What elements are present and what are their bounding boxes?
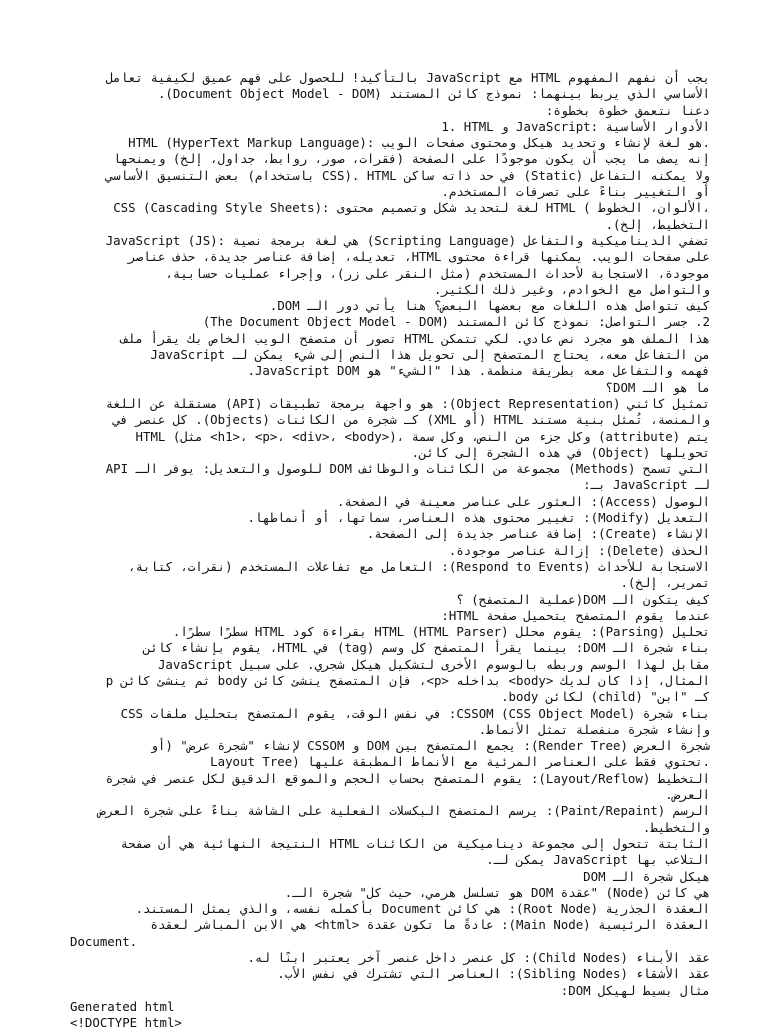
text-line: كـ "ابن" (child) لكائن body. [501,689,710,705]
text-line: العقدة الرئيسية (Main Node): عادةً ما تكون عقدة <html> هي الابن المباشر لعقدة [150,917,710,933]
text-line: شجرة العرض (Render Tree): يجمع المتصفح بين DOM و CSSOM لإنشاء "شجرة عرض" (أو [150,738,710,754]
text-line: الحذف (Delete): إزالة عناصر موجودة. [448,542,710,558]
text-line: الاستجابة للأحداث (Respond to Events): التعامل مع تفاعلات المستخدم (نقرات، كتابة، [128,558,710,574]
text-line: الثابتة تتحول إلى مجموعة ديناميكية من الكائنات HTML النتيجة النهائية هي أن صفحة [120,835,710,851]
text-line: وإنشاء شجرة منفصلة تمثل الأنماط. [478,721,710,737]
text-line: بناء شجرة الـ DOM: بينما يقرأ المتصفح كل وسم (tag) في HTML، يقوم بإنشاء كائن [143,640,710,656]
text-line: HTML (مثل <h1>، <p>، <div>، <body>)، وكل جزء من النص، وكل سمة (attribute) يتم [135,428,710,444]
text-line: <!DOCTYPE html> [70,1015,182,1031]
text-line: 1. HTML و JavaScript: الأدوار الأساسية [441,118,710,134]
text-line: من التفاعل معه، يحتاج المتصفح إلى تحويل هذا النص إلى شيء يمكن لـ JavaScript [150,347,710,363]
text-line: CSS (Cascading Style Sheets): لغة لتحديد شكل وتصميم محتوى HTML ( الألوان، الخطوط، [113,200,710,216]
text-line: كيف تتواصل هذه اللغات مع بعضها البعض؟ هنا يأتي دور الـ DOM. [269,298,710,314]
document-body [70,70,710,1032]
text-line: هذا الملف هو مجرد نص عادي. لكي تتمكن HTML تصور أن متصفح الويب الخاص بك يقرأ ملف [120,330,710,346]
text-line: تمثيل كائني (Object Representation): هو واجهة برمجة تطبيقات (API) مستقلة عن اللغة [105,395,710,411]
text-line: ولا يمكنه التفاعل (Static) في حد ذاته ساكن HTML .(CSS باستخدام) بعض التنسيق الأساسي [105,167,710,183]
text-line: الأساسي الذي يربط بينهما: نموذج كائن المستند (Document Object Model - DOM). [157,86,710,102]
text-line: بناء شجرة CSSOM (CSS Object Model): في نفس الوقت، يقوم المتصفح بتحليل ملفات CSS [120,705,710,721]
text-line: التعديل (Modify): تغيير محتوى هذه العناصر، سماتها، أو أنماطها. [247,510,710,526]
text-line: عندما يقوم المتصفح بتحميل صفحة HTML: [441,607,710,623]
text-line: ما هو الـ DOM؟ [605,379,710,395]
text-line: تمرير، إلخ). [620,575,710,591]
text-line: موجودة، الاستجابة لأحداث المستخدم (مثل النقر على زر)، وإجراء عمليات حسابية، [165,265,710,281]
text-line: HTML (HyperText Markup Language): هو لغة لإنشاء وتحديد هيكل ومحتوى صفحات الويب. [128,135,710,151]
text-line: التلاعب بها JavaScript يمكن لـ. [486,852,710,868]
text-line: التي تسمح (Methods) مجموعة من الكائنات والوظائف DOM للوصول والتعديل: يوفر الـ API [105,461,710,477]
text-line: التخطيط (Layout/Reflow): يقوم المتصفح بحساب الحجم والموقع الدقيق لكل عنصر في شجرة [105,770,710,786]
text-line: الرسم (Paint/Repaint): يرسم المتصفح البكسلات الفعلية على الشاشة بناءً على شجرة العرض [98,803,710,819]
text-line: JavaScript (JS): هي لغة برمجة نصية (Scripting Language) تضفي الديناميكية والتفاعل [105,232,710,248]
text-line: مثال بسيط لهيكل DOM: [560,982,710,998]
text-line: والتخطيط. [642,819,710,835]
text-line: عقد الأبناء (Child Nodes): كل عنصر داخل عنصر آخر يعتبر ابنًا له. [247,950,710,966]
text-line: على صفحات الويب. يمكنها قراءة محتوى HTML، تعديله، إضافة عناصر جديدة، حذف عناصر [128,249,710,265]
text-line: Generated html [70,998,175,1014]
text-line: والمنصة، تُمثل بنية مستند HTML (أو XML) كـ شجرة من الكائنات (Objects). كل عنصر في [113,412,710,428]
text-line: لـ JavaScript بـ: [583,477,710,493]
text-line: تحليل (Parsing): يقوم محلل HTML (HTML Parser) بقراءة كود HTML سطرًا سطرًا. [172,624,710,640]
text-line: تحويلها (Object) في هذه الشجرة إلى كائن. [411,444,710,460]
text-line: العرض. [665,787,710,803]
text-line: Layout Tree) تحتوي فقط على العناصر المرئية مع الأنماط المطبقة عليها. [210,754,710,770]
text-line: كيف يتكون الـ DOM(عملية المتصفح) ؟ [456,591,710,607]
text-line: أو التغيير بناءً على تصرفات المستخدم. [441,184,710,200]
text-line: هي كائن (Node) "عقدة DOM هو تسلسل هرمي، حيث كل" شجرة الـ. [284,884,710,900]
text-line: التخطيط، إلخ). [605,216,710,232]
text-line: المثال، إذا كان لديك <body> بداخله <p>، فإن المتصفح ينشئ كائن body ثم ينشئ كائن p [105,672,710,688]
text-line: دعنا نتعمق خطوة بخطوة: [545,102,710,118]
text-line: الوصول (Access): العثور على عناصر معينة في الصفحة. [336,493,710,509]
text-line: عقد الأشقاء (Sibling Nodes): العناصر التي تشترك في نفس الأب. [277,966,710,982]
text-line: مقابل لهذا الوسم وربطه بالوسوم الأخرى لتشكيل هيكل شجري. على سبيل JavaScript [157,656,710,672]
text-line: 2. جسر التواصل: نموذج كائن المستند (The Document Object Model - DOM) [202,314,710,330]
text-line: العقدة الجذرية (Root Node): هي كائن Document بأكمله نفسه، والذي يمثل المستند. [135,901,710,917]
text-line: الإنشاء (Create): إضافة عناصر جديدة إلى الصفحة. [366,526,710,542]
text-line: هيكل شجرة الـ DOM [583,868,710,884]
text-line: يجب أن نفهم المفهوم HTML مع JavaScript بالتأكيد! للحصول على فهم عميق لكيفية تعامل [105,70,710,85]
text-line: إنه يصف ما يجب أن يكون موجودًا على الصفحة (فقرات، صور، روابط، جداول، إلخ) ويمنحها [113,151,710,167]
text-line: فهمه والتفاعل معه بطريقة منظمة. هذا "الشيء" هو JavaScript DOM. [247,363,710,379]
text-line: Document. [70,933,138,949]
text-line: والتواصل مع الخوادم، وغير ذلك الكثير. [433,281,710,297]
